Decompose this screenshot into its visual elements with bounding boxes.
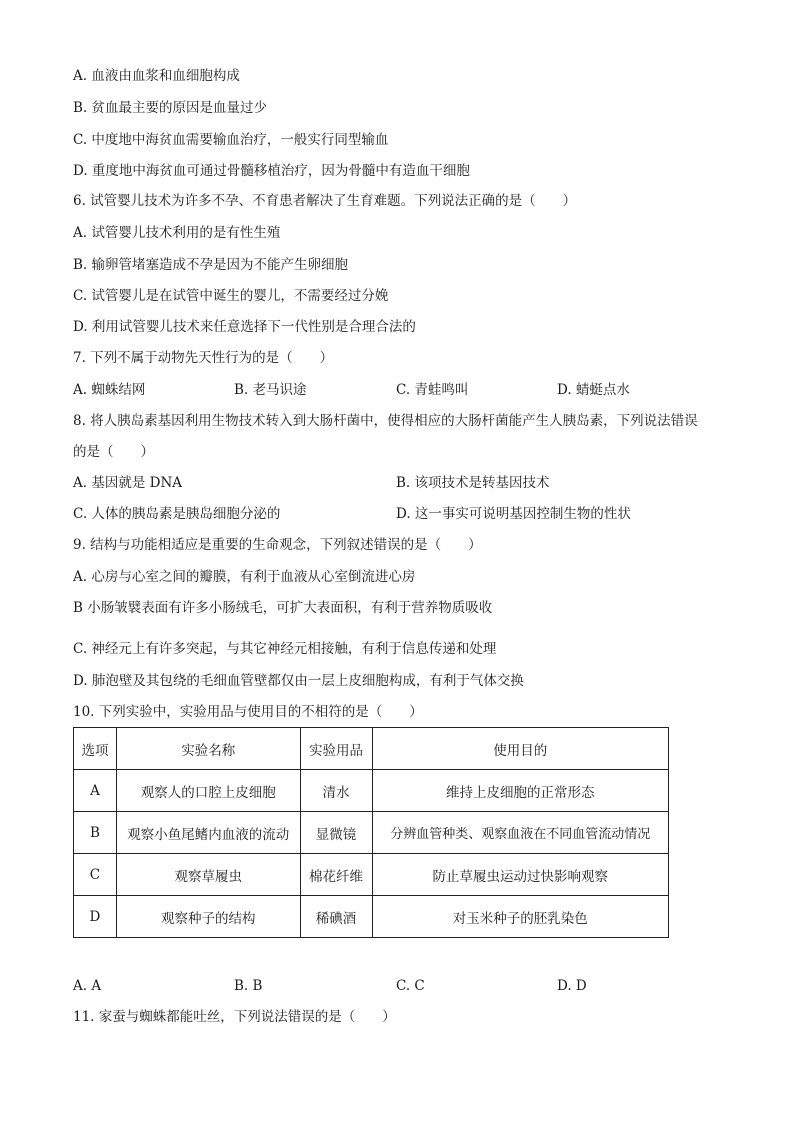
q6-option-c: C. 试管婴儿是在试管中诞生的婴儿，不需要经过分娩 xyxy=(73,288,389,304)
table-cell: 棉花纤维 xyxy=(300,854,372,896)
table-cell: D xyxy=(74,896,117,938)
table-cell: 稀碘酒 xyxy=(300,896,372,938)
q9-stem: 9. 结构与功能相适应是重要的生命观念，下列叙述错误的是（ ） xyxy=(73,537,482,553)
header-purpose: 使用目的 xyxy=(372,728,669,770)
q10-option-d: D. D xyxy=(557,978,587,994)
q7-option-b: B. 老马识途 xyxy=(234,382,307,398)
q7-option-d: D. 蜻蜓点水 xyxy=(557,382,630,398)
q10-stem: 10. 下列实验中，实验用品与使用目的不相符的是（ ） xyxy=(73,704,423,720)
table-row xyxy=(74,854,669,896)
q6-option-d: D. 利用试管婴儿技术来任意选择下一代性别是合理合法的 xyxy=(73,319,416,335)
q8-option-c: C. 人体的胰岛素是胰岛细胞分泌的 xyxy=(73,506,281,522)
table-row xyxy=(74,812,669,854)
header-option: 选项 xyxy=(74,728,117,770)
q8-stem-line2: 的是（ ） xyxy=(73,444,154,460)
q9-option-a: A. 心房与心室之间的瓣膜，有利于血液从心室倒流进心房 xyxy=(73,569,416,585)
table-cell: 分辨血管种类、观察血液在不同血管流动情况 xyxy=(372,812,669,854)
table-cell: 维持上皮细胞的正常形态 xyxy=(372,770,669,812)
q8-stem-line1: 8. 将人胰岛素基因利用生物技术转入到大肠杆菌中，使得相应的大肠杆菌能产生人胰岛素，下列说法错误 xyxy=(73,413,698,429)
table-header-row xyxy=(74,728,669,770)
q5-option-a: A. 血液由血浆和血细胞构成 xyxy=(73,68,240,84)
table-cell: 观察草履虫 xyxy=(116,854,300,896)
table-cell: 防止草履虫运动过快影响观察 xyxy=(372,854,669,896)
q7-option-a: A. 蜘蛛结网 xyxy=(73,382,146,398)
table-cell: 对玉米种子的胚乳染色 xyxy=(372,896,669,938)
q5-option-b: B. 贫血最主要的原因是血量过少 xyxy=(73,100,268,116)
q11-stem: 11. 家蚕与蜘蛛都能吐丝，下列说法错误的是（ ） xyxy=(73,1009,396,1025)
q10-option-b: B. B xyxy=(234,978,263,994)
q9-option-c: C. 神经元上有许多突起，与其它神经元相接触，有利于信息传递和处理 xyxy=(73,641,497,657)
q8-option-b: B. 该项技术是转基因技术 xyxy=(396,475,550,491)
q5-option-d: D. 重度地中海贫血可通过骨髓移植治疗，因为骨髓中有造血干细胞 xyxy=(73,163,470,179)
q8-option-d: D. 这一事实可说明基因控制生物的性状 xyxy=(396,506,631,522)
table-cell: 观察人的口腔上皮细胞 xyxy=(116,770,300,812)
experiment-table xyxy=(73,727,669,938)
q10-option-c: C. C xyxy=(396,978,425,994)
table-row xyxy=(74,770,669,812)
q9-option-d: D. 肺泡壁及其包绕的毛细血管壁都仅由一层上皮细胞构成，有利于气体交换 xyxy=(73,673,524,689)
q5-option-c: C. 中度地中海贫血需要输血治疗，一般实行同型输血 xyxy=(73,132,389,148)
table-cell: 显微镜 xyxy=(300,812,372,854)
q10-option-a: A. A xyxy=(73,978,102,994)
q9-option-b: B 小肠皱襞表面有许多小肠绒毛，可扩大表面积，有利于营养物质吸收 xyxy=(73,600,493,616)
table-cell: 观察种子的结构 xyxy=(116,896,300,938)
q6-option-b: B. 输卵管堵塞造成不孕是因为不能产生卵细胞 xyxy=(73,257,349,273)
q6-option-a: A. 试管婴儿技术利用的是有性生殖 xyxy=(73,225,281,241)
table-cell: 清水 xyxy=(300,770,372,812)
table-cell: B xyxy=(74,812,117,854)
table-row xyxy=(74,896,669,938)
table-cell: A xyxy=(74,770,117,812)
header-experiment-name: 实验名称 xyxy=(116,728,300,770)
table-cell: C xyxy=(74,854,117,896)
q8-option-a: A. 基因就是 DNA xyxy=(73,475,183,491)
q7-stem: 7. 下列不属于动物先天性行为的是（ ） xyxy=(73,350,334,366)
q7-option-c: C. 青蛙鸣叫 xyxy=(396,382,469,398)
header-materials: 实验用品 xyxy=(300,728,372,770)
table-cell: 观察小鱼尾鳍内血液的流动 xyxy=(116,812,300,854)
q6-stem: 6. 试管婴儿技术为许多不孕、不育患者解决了生育难题。下列说法正确的是（ ） xyxy=(73,193,577,209)
